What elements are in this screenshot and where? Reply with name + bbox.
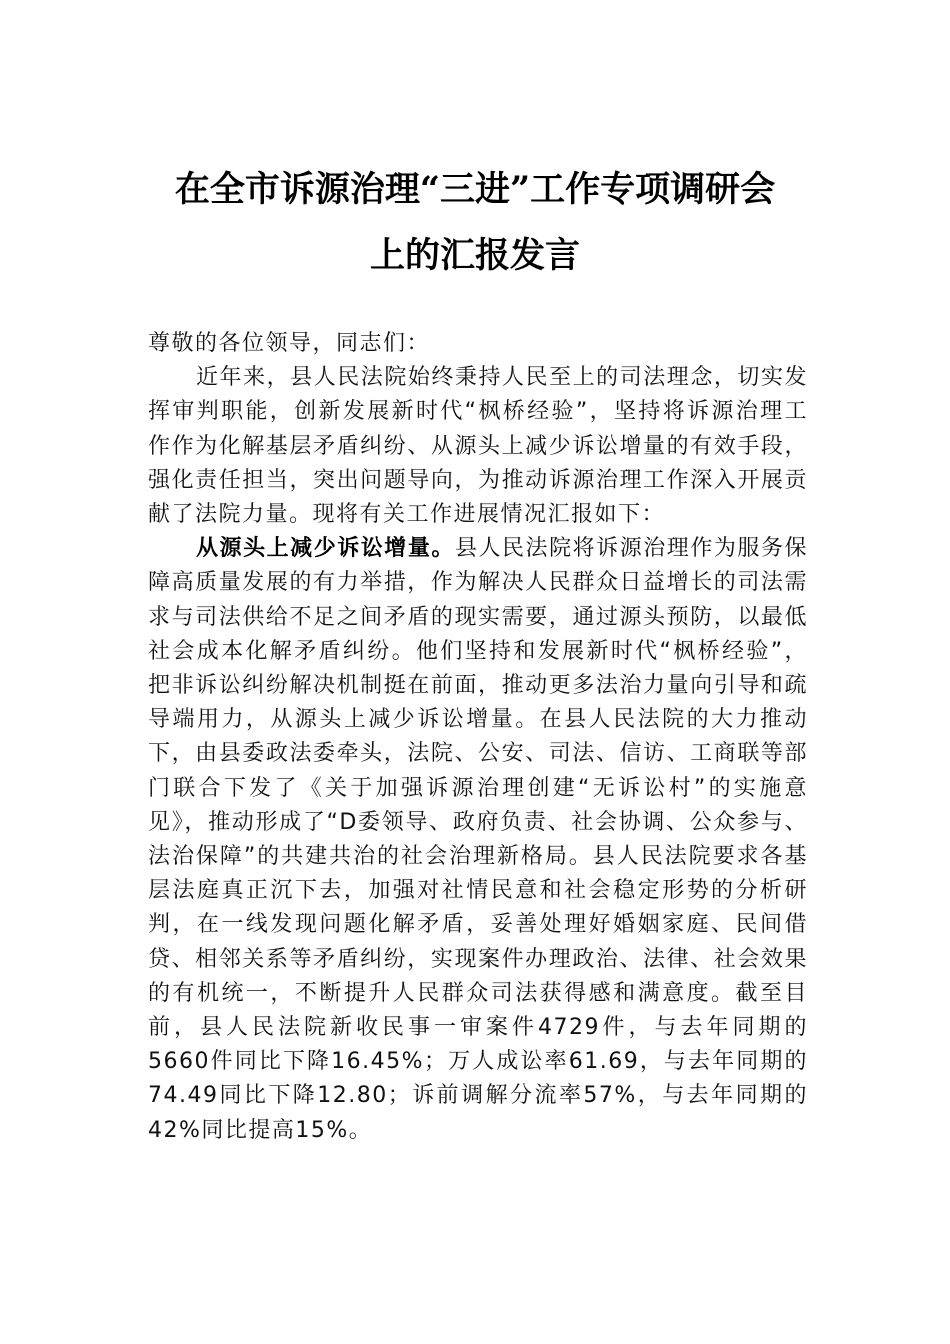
paragraph-intro: 近年来，县人民法院始终秉持人民至上的司法理念，切实发挥审判职能，创新发展新时代“枫桥经验”，坚持将诉源治理工作作为化解基层矛盾纠纷、从源头上减少诉讼增量的有效手段，强化责任担当，突出问题导向，为推动诉源治理工作深入开展贡献了法院力量。现将有关工作进展情况汇报如下： <box>148 365 808 528</box>
document-body <box>148 327 808 1148</box>
document-title-line-1: 在全市诉源治理“三进”工作专项调研会 <box>174 169 776 210</box>
salutation: 尊敬的各位领导，同志们： <box>148 331 431 356</box>
section-1-body: 县人民法院将诉源治理作为服务保障高质量发展的有力举措，作为解决人民群众日益增长的司法需求与司法供给不足之间矛盾的现实需要，通过源头预防，以最低社会成本化解矛盾纠纷。他们坚持和发展新时代“枫桥经验”，把非诉讼纠纷解决机制挺在前面，推动更多法治力量向引导和疏导端用力，从源头上减少诉讼增量。在县人民法院的大力推动下，由县委政法委牵头，法院、公安、司法、信访、工商联等部门联合下发了《关于加强诉源治理创建“无诉讼村”的实施意见》，推动形成了“D委领导、政府负责、社会协调、公众参与、法治保障”的共建共治的社会治理新格局。县人民法院要求各基层法庭真正沉下去，加强对社情民意和社会稳定形势的分析研判，在一线发现问题化解矛盾，妥善处理好婚姻家庭、民间借贷、相邻关系等矛盾纠纷，实现案件办理政治、法律、社会效果的有机统一，不断提升人民群众司法获得感和满意度。截至目前，县人民法院新收民事一审案件4729件，与去年同期的5660件同比下降16.45%；万人成讼率61.69，与去年同期的74.49同比下降12.80；诉前调解分流率57%，与去年同期的42%同比提高15%。 <box>148 536 808 1143</box>
paragraph-section-1 <box>148 532 808 1148</box>
document-title-line-2: 上的汇报发言 <box>369 235 580 276</box>
section-1-heading: 从源头上减少诉讼增量。 <box>196 536 455 562</box>
